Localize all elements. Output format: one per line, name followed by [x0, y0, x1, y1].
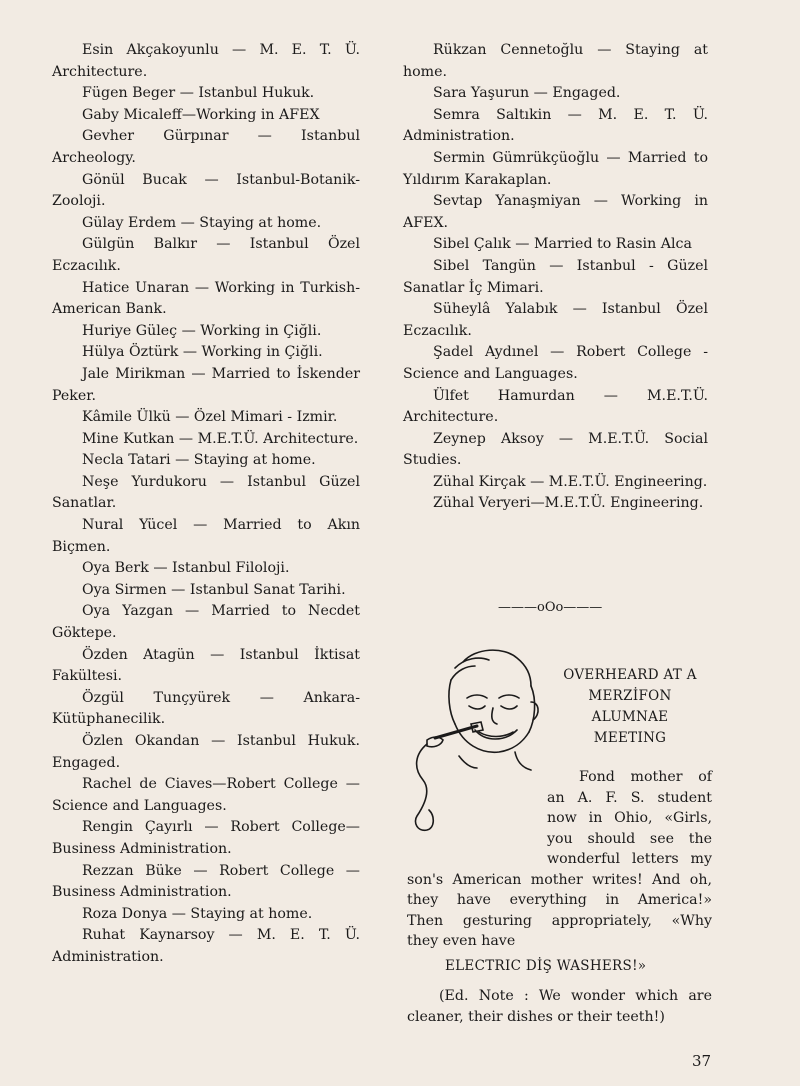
list-item: Kâmile Ülkü — Özel Mimari - Izmir.	[82, 409, 338, 426]
list-item: Ruhat Kaynarsoy — M. E. T. Ü. Administration.	[52, 927, 360, 965]
list-item: Rachel de Ciaves—Robert College — Science and Languages.	[52, 776, 360, 814]
list-item: Rezzan Büke — Robert College — Business Administration.	[52, 862, 360, 901]
story-line: son's American mother writes! And oh,	[407, 871, 712, 888]
list-item: Nural Yücel — Married to Akın Biçmen.	[52, 517, 360, 555]
list-item: Rükzan Cennetoğlu — Staying at home.	[403, 42, 708, 80]
punchline: ELECTRIC DİŞ WASHERS!»	[445, 958, 647, 974]
heading-line: ALUMNAE	[591, 709, 669, 725]
list-item: Zeynep Aksoy — M.E.T.Ü. Social Studies.	[403, 430, 708, 469]
list-item: Zühal Kirçak — M.E.T.Ü. Engineering.	[433, 473, 708, 490]
list-item: Oya Yazgan — Married to Necdet Göktepe.	[52, 603, 360, 642]
left-column-list	[52, 40, 360, 969]
story-line: now in Ohio, «Girls,	[547, 810, 712, 826]
list-item: Jale Mirikman — Married to İskender Peker.	[52, 365, 360, 404]
heading-line: MEETING	[593, 730, 667, 746]
list-item: Özden Atagün — Istanbul İktisat Fakültesi.	[52, 646, 360, 685]
list-item: Fügen Beger — Istanbul Hukuk.	[82, 85, 315, 102]
section-separator: ———oOo———	[498, 600, 603, 615]
list-item: Necla Tatari — Staying at home.	[82, 452, 316, 469]
list-item: Ülfet Hamurdan — M.E.T.Ü. Architecture.	[403, 387, 708, 426]
list-item: Sara Yaşurun — Engaged.	[433, 85, 621, 102]
feature-story	[407, 767, 712, 952]
list-item: Esin Akçakoyunlu — M. E. T. Ü. Architecture.	[52, 42, 360, 80]
heading-line: MERZİFON	[588, 688, 672, 704]
list-item: Zühal Veryeri—M.E.T.Ü. Engineering.	[433, 495, 704, 512]
list-item: Hatice Unaran — Working in Turkish-American Bank.	[52, 279, 360, 318]
list-item: Semra Saltıkin — M. E. T. Ü. Administration.	[403, 106, 708, 145]
list-item: Şadel Aydınel — Robert College - Science and Languages.	[403, 344, 708, 382]
story-line: they even have	[407, 933, 516, 949]
story-line: Fond mother of	[579, 769, 712, 785]
list-item: Oya Sirmen — Istanbul Sanat Tarihi.	[82, 581, 346, 598]
list-item: Gülay Erdem — Staying at home.	[82, 214, 322, 231]
editor-note-line: cleaner, their dishes or their teeth!)	[407, 1008, 665, 1025]
list-item: Sevtap Yanaşmiyan — Working in AFEX.	[403, 193, 708, 231]
list-item: Süheylâ Yalabık — Istanbul Özel Eczacılık.	[403, 301, 708, 339]
list-item: Sibel Çalık — Married to Rasin Alca	[433, 236, 692, 253]
story-line: an A. F. S. student	[547, 789, 712, 806]
list-item: Neşe Yurdukoru — Istanbul Güzel Sanatlar.	[52, 473, 360, 512]
list-item: Özgül Tunçyürek — Ankara-Kütüphanecilik.	[52, 689, 360, 728]
right-column-list	[403, 40, 708, 515]
story-line: you should see the	[547, 830, 712, 847]
list-item: Hülya Öztürk — Working in Çiğli.	[82, 344, 323, 361]
list-item: Sibel Tangün — Istanbul - Güzel Sanatlar İç Mimari.	[403, 257, 708, 296]
editor-note-line: (Ed. Note : We wonder which are	[439, 988, 712, 1004]
list-item: Gevher Gürpınar — Istanbul Archeology.	[52, 128, 360, 166]
feature-heading	[546, 665, 714, 749]
story-line: wonderful letters my	[547, 851, 712, 867]
page-number: 37	[692, 1052, 712, 1070]
list-item: Huriye Güleç — Working in Çiğli.	[82, 322, 322, 339]
list-item: Oya Berk — Istanbul Filoloji.	[82, 560, 290, 577]
list-item: Mine Kutkan — M.E.T.Ü. Architecture.	[82, 430, 359, 447]
list-item: Özlen Okandan — Istanbul Hukuk. Engaged.	[52, 733, 360, 771]
list-item: Rengin Çayırlı — Robert College— Business Administration.	[52, 819, 360, 857]
list-item: Gaby Micaleff—Working in AFEX	[82, 106, 320, 123]
list-item: Gönül Bucak — Istanbul-Botanik-Zooloji.	[52, 171, 360, 210]
list-item: Gülgün Balkır — Istanbul Özel Eczacılık.	[52, 236, 360, 274]
heading-line: OVERHEARD AT A	[563, 667, 697, 683]
editor-note	[407, 986, 712, 1027]
story-line: they have everything in America!»	[407, 892, 712, 908]
list-item: Sermin Gümrükçüoğlu — Married to Yıldırım Karakaplan.	[403, 149, 708, 188]
story-line: Then gesturing appropriately, «Why	[407, 912, 712, 929]
list-item: Roza Donya — Staying at home.	[82, 905, 313, 922]
